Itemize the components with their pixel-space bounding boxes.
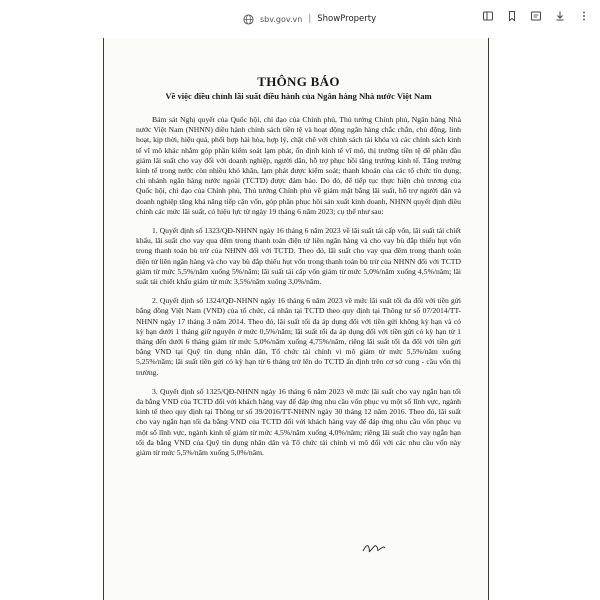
document-subtitle: Về việc điều chỉnh lãi suất điều hành của Ngân hàng Nhà nước Việt Nam	[165, 91, 432, 101]
address-bar[interactable]	[243, 11, 376, 27]
document-title: THÔNG BÁO	[257, 74, 340, 89]
more-icon[interactable]	[578, 10, 590, 22]
address-separator: |	[308, 14, 312, 24]
page-title: ShowProperty	[317, 14, 377, 24]
site-domain: sbv.gov.vn	[260, 14, 303, 24]
document-page	[103, 38, 489, 600]
browser-toolbar	[0, 0, 600, 38]
paragraph-item-3: 3. Quyết định số 1325/QĐ-NHNN ngày 16 tháng 6 năm 2023 về mức lãi suất cho vay ngắn hạn tối đa bằng VND của TCTD đối với khách hàng vay để đáp ứng nhu cầu vốn phục vụ một số lĩnh vực, ngành kinh tế theo quy định tại Thông tư số 39/2016/TT-NHNN ngày 30 tháng 12 năm 2016. Theo đó, lãi suất cho vay ngắn hạn tối đa bằng VND của TCTD đối với khách hàng vay để đáp ứng nhu cầu vốn phục vụ một số lĩnh vực, ngành kinh tế giảm từ mức 4,5%/năm xuống 4,0%/năm; riêng lãi suất cho vay ngắn hạn tối đa bằng VND của Quỹ tín dụng nhân dân và Tổ chức tài chính vi mô đối với các nhu cầu vốn này giảm từ mức 5,5%/năm xuống 5,0%/năm.	[136, 386, 461, 458]
viewer-margin-right	[489, 38, 600, 600]
split-screen-icon[interactable]	[530, 10, 542, 22]
paragraph-item-1: 1. Quyết định số 1323/QĐ-NHNN ngày 16 tháng 6 năm 2023 về lãi suất tái cấp vốn, lãi suất tái chiết khấu, lãi suất cho vay qua đêm trong thanh toán điện tử liên ngân hàng và cho vay bù đắp thiếu hụt vốn trong thanh toán bù trừ của NHNN đối với TCTD. Theo đó, lãi suất cho vay qua đêm trong thanh toán điện tử liên ngân hàng và cho vay bù đắp thiếu hụt vốn trong thanh toán bù trừ của NHNN đối với TCTD giảm từ mức 5,5%/năm xuống 5%/năm; lãi suất tái cấp vốn giảm từ mức 5,0%/năm xuống 4,5%/năm; lãi suất tái chiết khấu giảm từ mức 3,5%/năm xuống 3,0%/năm.	[136, 226, 461, 287]
bookmark-icon[interactable]	[506, 10, 518, 22]
viewer-margin-left	[0, 38, 103, 600]
paragraph-item-2: 2. Quyết định số 1324/QĐ-NHNN ngày 16 tháng 6 năm 2023 về mức lãi suất tối đa đối với tiền gửi bằng đồng Việt Nam (VND) của tổ chức, cá nhân tại TCTD theo quy định tại Thông tư số 07/2014/TT-NHNN ngày 17 tháng 3 năm 2014. Theo đó, lãi suất tối đa áp dụng đối với tiền gửi không kỳ hạn và có kỳ hạn dưới 1 tháng giữ nguyên ở mức 0,5%/năm; lãi suất tối đa áp dụng đối với tiền gửi có kỳ hạn từ 1 tháng đến dưới 6 tháng giảm từ mức 5,0%/năm xuống 4,75%/năm, riêng lãi suất tối đa đối với tiền gửi bằng VND tại Quỹ tín dụng nhân dân, Tổ chức tài chính vi mô giảm từ mức 5,5%/năm xuống 5,25%/năm; lãi suất tiền gửi có kỳ hạn từ 6 tháng trở lên do TCTD ấn định trên cơ sở cung - cầu vốn thị trường.	[136, 296, 461, 377]
toolbar-icons	[482, 10, 590, 22]
paragraph-intro: Bám sát Nghị quyết của Quốc hội, chỉ đạo của Chính phủ, Thủ tướng Chính phủ, Ngân hàng Nhà nước Việt Nam (NHNN) điều hành chính sách tiền tệ và hoạt động ngân hàng chắc chắn, chủ động, linh hoạt, kịp thời, hiệu quả, phối hợp hài hòa, hợp lý, chặt chẽ với chính sách tài khóa và các chính sách kinh tế vĩ mô khác nhằm góp phần kiểm soát lạm phát, ổn định kinh tế vĩ mô, thị trường tiền tệ để phần đầu giảm lãi suất cho vay đối với doanh nghiệp, người dân, hỗ trợ phục hồi tăng trưởng kinh tế. Tăng trưởng kinh tế trong nước còn nhiều khó khăn, lạm phát được kiểm soát; thanh khoản của các tổ chức tín dụng, chi nhánh ngân hàng nước ngoài (TCTD) được đảm bảo. Do đó, để tiếp tục thực hiện chủ trương của Quốc hội, chỉ đạo của Chính phủ, Thủ tướng Chính phủ về giảm mặt bằng lãi suất, hỗ trợ người dân và doanh nghiệp tăng khả năng tiếp cận vốn, góp phần phục hồi sản xuất kinh doanh, NHNN quyết định điều chỉnh các mức lãi suất, có hiệu lực từ ngày 19 tháng 6 năm 2023; cụ thể như sau:	[136, 115, 461, 216]
handwritten-initial	[361, 541, 387, 555]
document-body	[136, 74, 461, 458]
globe-icon	[243, 14, 254, 25]
download-icon[interactable]	[554, 10, 566, 22]
reader-view-icon[interactable]	[482, 10, 494, 22]
